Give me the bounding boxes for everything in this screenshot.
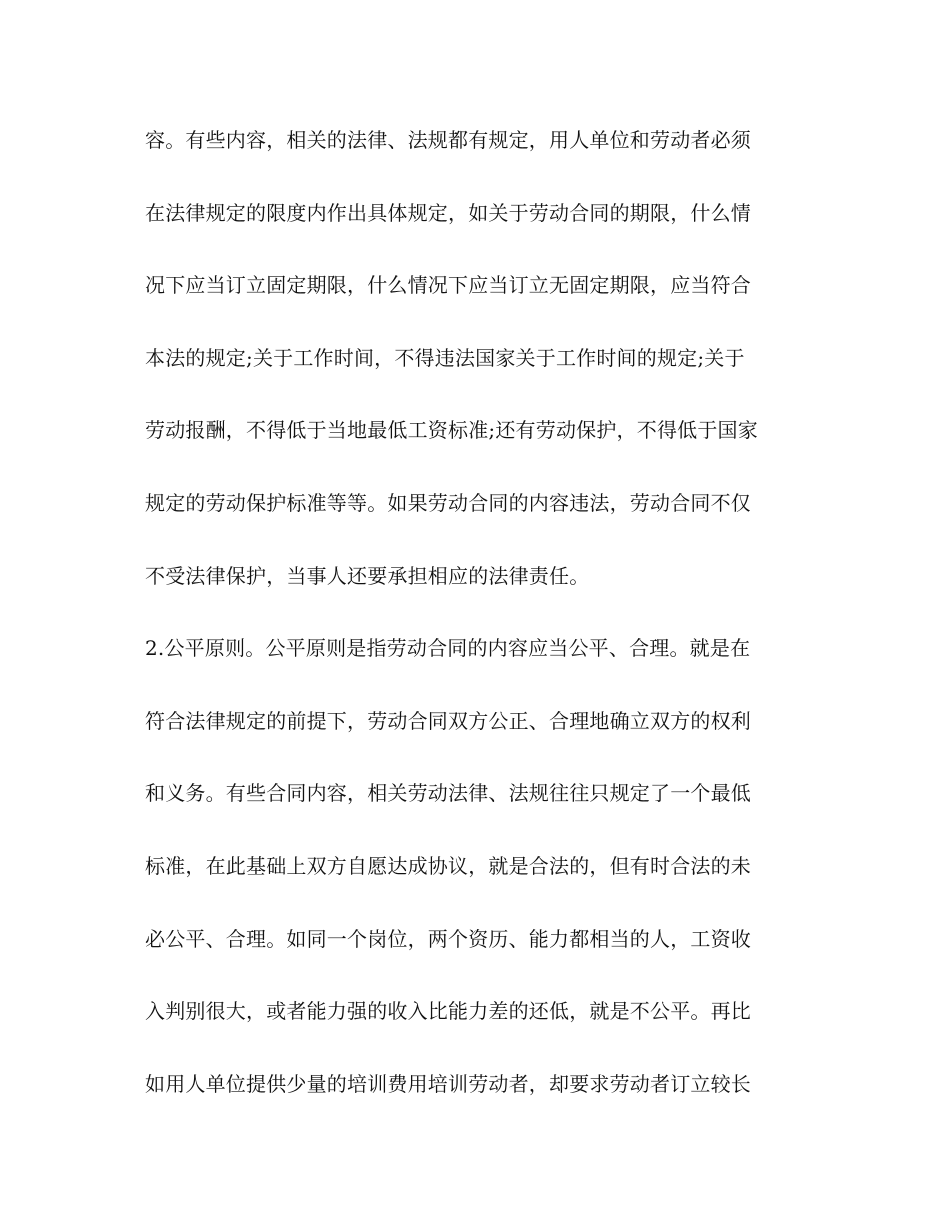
text-line: 况下应当订立固定期限，什么情况下应当订立无固定期限，应当符合 — [145, 273, 751, 298]
text-line: 本法的规定;关于工作时间，不得违法国家关于工作时间的规定;关于 — [145, 345, 745, 370]
text-line: 2.公平原则。公平原则是指劳动合同的内容应当公平、合理。就是在 — [145, 636, 751, 661]
body-text — [145, 122, 815, 1138]
text-line: 如用人单位提供少量的培训费用培训劳动者，却要求劳动者订立较长 — [145, 1071, 751, 1096]
text-line: 劳动报酬，不得低于当地最低工资标准;还有劳动保护，不得低于国家 — [145, 418, 758, 443]
text-line: 容。有些内容，相关的法律、法规都有规定，用人单位和劳动者必须 — [145, 128, 751, 152]
text-line: 和义务。有些合同内容，相关劳动法律、法规往往只规定了一个最低 — [145, 781, 751, 806]
text-line: 在法律规定的限度内作出具体规定，如关于劳动合同的期限，什么情 — [145, 200, 751, 225]
text-line: 不受法律保护，当事人还要承担相应的法律责任。 — [145, 563, 590, 588]
text-line: 入判别很大，或者能力强的收入比能力差的还低，就是不公平。再比 — [145, 999, 751, 1024]
text-line: 规定的劳动保护标准等等。如果劳动合同的内容违法，劳动合同不仅 — [145, 490, 751, 515]
text-line: 标准，在此基础上双方自愿达成协议，就是合法的，但有时合法的未 — [145, 853, 751, 878]
text-line: 必公平、合理。如同一个岗位，两个资历、能力都相当的人，工资收 — [145, 926, 751, 951]
text-line: 符合法律规定的前提下，劳动合同双方公正、合理地确立双方的权利 — [145, 708, 751, 733]
